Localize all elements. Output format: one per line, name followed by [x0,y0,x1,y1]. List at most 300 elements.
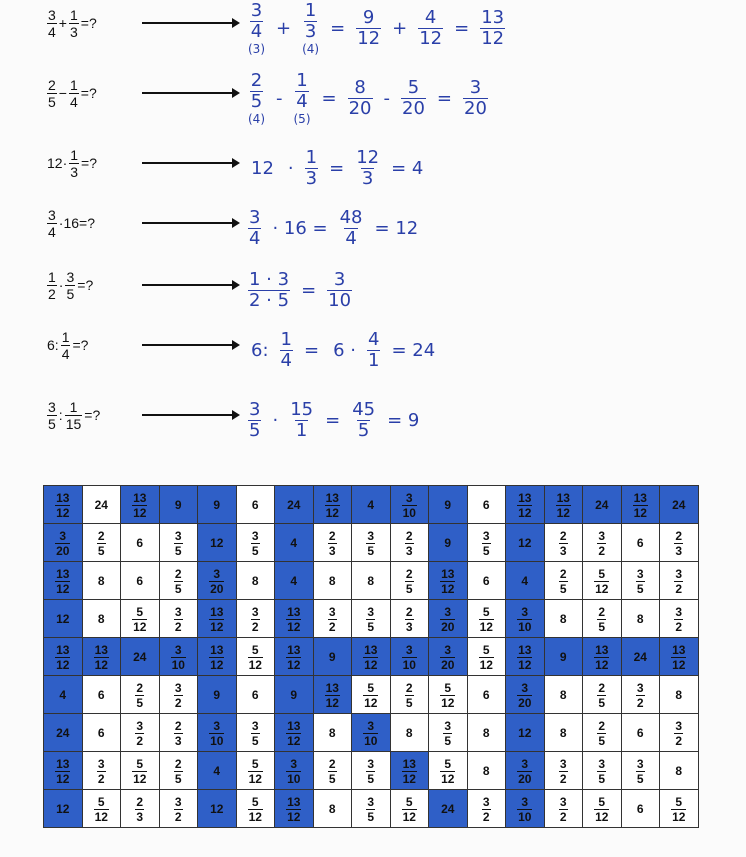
denominator: 15 [65,415,82,432]
denominator: 5 [174,543,182,558]
operator: =? [77,277,94,293]
denominator: 2 [136,733,144,748]
operator: =? [80,85,97,101]
grid-cell [467,714,506,752]
cell-number: 6 [482,573,490,588]
numerator: 13 [556,490,570,505]
numerator: 3 [97,756,105,771]
numerator: 4 [367,328,380,350]
operator: = [330,17,346,39]
operator: − [58,85,67,101]
denominator: 3 [304,20,317,42]
cell-number: 12 [56,801,70,816]
cell-fraction [440,682,455,709]
cell-number: 12 [518,535,532,550]
cell-number: 6 [636,801,644,816]
cell-fraction [366,606,375,633]
cell-fraction [559,568,568,595]
grid-cell [429,752,468,790]
grid-cell [506,790,545,828]
denominator: 5 [328,771,336,786]
numerator: 3 [636,680,644,695]
grid-row [44,676,699,714]
grid-cell [506,714,545,752]
grid-cell [621,562,660,600]
denominator: 12 [402,771,416,786]
numerator: 3 [250,0,263,21]
grid-cell [352,600,391,638]
cell-fraction [366,530,375,557]
grid-row [44,790,699,828]
cell-number: 12 [210,535,224,550]
cell-number: 6 [482,497,490,512]
numerator: 1 [296,69,308,91]
numerator: 3 [444,604,452,619]
cell-fraction [209,644,224,671]
numerator: 3 [482,528,490,543]
numerator: 5 [482,604,490,619]
cell-fraction [597,606,606,633]
cell-number: 12 [56,611,70,626]
cell-fraction [440,568,455,595]
cell-number: 12 [210,801,224,816]
grid-cell [275,638,314,676]
cell-fraction [594,644,609,671]
cell-fraction [594,796,609,823]
cell-fraction [482,796,491,823]
denominator: 3 [559,543,567,558]
fraction [248,69,265,126]
cell-fraction [325,492,340,519]
grid-cell [313,524,352,562]
fraction [339,206,364,249]
denominator: 2 [675,619,683,634]
handwritten-solution [244,262,356,318]
numerator: 5 [598,794,606,809]
numerator: 3 [174,680,182,695]
grid-cell [390,600,429,638]
numerator: 3 [48,398,56,415]
grid-cell [583,524,622,562]
cell-fraction [366,758,375,785]
grid-cell [236,638,275,676]
denominator: 2 [482,809,490,824]
denominator: 4 [61,345,70,362]
fraction [248,268,290,311]
operator: · [272,409,279,431]
cell-number: 4 [521,573,529,588]
cell-number: 6 [251,497,259,512]
problem-expression [46,140,98,186]
cell-number: 24 [56,725,70,740]
grid-cell [506,752,545,790]
cell-number: 4 [290,535,298,550]
denominator: 5 [598,733,606,748]
grid-cell [660,676,699,714]
denominator: 5 [444,733,452,748]
cell-number: 9 [290,687,298,702]
grid-cell [159,790,198,828]
numerator: 12 [356,146,380,168]
denominator: 2 [97,771,105,786]
numerator: 3 [66,268,75,285]
grid-cell [429,524,468,562]
grid-cell [198,790,237,828]
numerator: 3 [636,566,644,581]
cell-number: 8 [97,573,105,588]
grid-cell [621,486,660,524]
handwritten-solution [244,200,425,256]
cell-fraction [209,568,224,595]
denominator: 10 [402,505,416,520]
grid-cell [352,486,391,524]
cell-number: 8 [675,763,683,778]
denominator: 12 [56,657,70,672]
cell-number: 4 [290,573,298,588]
grid-cell [159,714,198,752]
denominator: 2 [559,771,567,786]
problem-row [0,262,746,322]
grid-cell [352,562,391,600]
grid-cell [506,600,545,638]
denominator: 1 [367,349,380,371]
grid-cell [544,676,583,714]
grid-cell [275,752,314,790]
grid-cell [121,562,160,600]
cell-fraction [597,530,606,557]
fraction [463,76,488,119]
denominator: 3 [69,23,78,40]
denominator: 12 [133,619,147,634]
cell-fraction [402,758,417,785]
grid-cell [198,562,237,600]
grid-cell [159,638,198,676]
numerator: 13 [56,756,70,771]
numerator: 3 [675,604,683,619]
grid-cell [275,486,314,524]
numerator: 13 [595,642,609,657]
grid-cell [159,676,198,714]
numerator: 3 [636,756,644,771]
numerator: 13 [364,642,378,657]
denominator: 5 [357,419,370,441]
grid-cell [467,676,506,714]
denominator: 4 [280,349,292,371]
denominator: 12 [287,657,301,672]
denominator: 4 [249,227,261,249]
fraction [47,400,57,431]
cell-number: 6 [636,535,644,550]
numerator: 13 [325,680,339,695]
grid-cell [506,524,545,562]
grid-cell [583,790,622,828]
operator: · [287,157,294,179]
cell-number: 8 [97,611,105,626]
numerator: 3 [367,528,375,543]
cell-fraction [97,758,106,785]
cell-fraction [597,720,606,747]
cell-fraction [55,530,70,557]
numerator: 3 [174,794,182,809]
numerator: 5 [407,76,420,98]
denominator: 5 [367,619,375,634]
arrow-right-icon [142,222,238,224]
operator: 12· [47,155,68,171]
operator: =? [80,15,97,31]
grid-cell [660,714,699,752]
grid-cell [121,714,160,752]
numerator: 3 [521,680,529,695]
numerator: 2 [174,756,182,771]
denominator: 12 [210,657,224,672]
denominator: 3 [405,619,413,634]
grid-cell [198,486,237,524]
numerator: 2 [559,566,567,581]
cell-number: 24 [633,649,647,664]
fraction [293,69,311,126]
cell-fraction [363,720,378,747]
problem-expression [46,262,94,308]
cell-fraction [328,606,337,633]
fraction [248,398,261,441]
grid-cell [506,562,545,600]
cell-fraction [366,796,375,823]
operator: = [325,409,341,431]
fraction [327,268,352,311]
denominator: 5 [367,809,375,824]
denominator: 10 [518,619,532,634]
problem-expression [46,322,89,368]
denominator: 12 [595,809,609,824]
grid-cell [82,524,121,562]
denominator: 12 [633,505,647,520]
grid-cell [506,638,545,676]
grid-cell [467,600,506,638]
grid-cell [544,600,583,638]
cell-number: 6 [136,573,144,588]
numerator: 13 [210,642,224,657]
denominator: 12 [210,619,224,634]
denominator: 3 [174,733,182,748]
grid-cell [660,790,699,828]
denominator: 5 [48,93,56,110]
denominator: 10 [364,733,378,748]
operator: = 9 [387,409,420,431]
grid-cell [621,790,660,828]
denominator: 12 [364,695,378,710]
cell-fraction [517,796,532,823]
denominator: 12 [479,619,493,634]
denominator: 10 [518,809,532,824]
numerator: 1 [69,6,78,23]
cell-fraction [132,606,147,633]
cell-number: 4 [59,687,67,702]
denominator: 20 [518,695,532,710]
grid-cell [660,638,699,676]
numerator: 3 [675,566,683,581]
fraction [418,6,443,49]
cell-fraction [559,796,568,823]
denominator: 12 [325,695,339,710]
grid-cell [236,676,275,714]
numerator: 3 [59,528,67,543]
grid-cell [352,676,391,714]
problem-expression [46,200,96,246]
operator: = [301,279,317,301]
handwritten-solution [244,322,442,378]
denominator: 2 [174,809,182,824]
numerator: 5 [251,794,259,809]
grid-cell [621,676,660,714]
denominator: 12 [402,809,416,824]
grid-cell [429,790,468,828]
denominator: 5 [598,695,606,710]
grid-cell [660,600,699,638]
denominator: 20 [56,543,70,558]
grid-cell [313,790,352,828]
denominator: 12 [595,657,609,672]
cell-fraction [55,568,70,595]
cell-number: 8 [328,573,336,588]
denominator: 12 [595,581,609,596]
numerator: 3 [559,794,567,809]
operator: · 16 = [272,217,328,239]
cell-fraction [405,530,414,557]
cell-number: 6 [636,725,644,740]
grid-cell [159,752,198,790]
numerator: 2 [405,604,413,619]
denominator: 20 [441,657,455,672]
arrow-right-icon [142,284,238,286]
numerator: 5 [367,680,375,695]
fraction [65,270,75,301]
fraction [248,2,265,55]
fraction [47,208,57,239]
grid-cell [121,676,160,714]
denominator: 5 [250,90,263,112]
cell-fraction [517,682,532,709]
numerator: 3 [559,756,567,771]
problem-expression [46,70,98,116]
numerator: 2 [405,528,413,543]
cell-number: 8 [482,763,490,778]
grid-cell [621,714,660,752]
denominator: 20 [402,97,425,119]
handwritten-solution [244,0,509,56]
numerator: 3 [405,490,413,505]
grid-cell [82,752,121,790]
grid-cell [198,638,237,676]
cell-fraction [94,644,109,671]
numerator: 4 [424,6,437,28]
fraction [69,78,79,109]
denominator: 5 [97,543,105,558]
numerator: 13 [133,490,147,505]
cell-number: 24 [133,649,147,664]
cell-fraction [248,758,263,785]
cell-fraction [479,644,494,671]
operator: 6: [47,337,59,353]
operator: = [454,17,470,39]
grid-cell [467,790,506,828]
denominator: 12 [133,505,147,520]
denominator: 20 [518,771,532,786]
expansion-factor: (3) [248,41,265,56]
fraction [65,400,83,431]
cell-fraction [132,758,147,785]
cell-fraction [135,796,144,823]
grid-cell [660,486,699,524]
denominator: 12 [287,809,301,824]
denominator: 5 [598,619,606,634]
denominator: 12 [672,809,686,824]
cell-number: 8 [559,725,567,740]
grid-cell [198,524,237,562]
numerator: 3 [213,566,221,581]
denominator: 2 [598,543,606,558]
numerator: 45 [352,398,376,420]
cell-number: 8 [559,687,567,702]
grid-cell [313,600,352,638]
numerator: 2 [48,76,56,93]
numerator: 15 [290,398,314,420]
cell-fraction [440,758,455,785]
grid-cell [236,524,275,562]
cell-number: 8 [328,801,336,816]
cell-fraction [286,720,301,747]
denominator: 4 [345,227,357,249]
grid-cell [583,714,622,752]
denominator: 2 · 5 [249,289,290,311]
numerator: 5 [251,756,259,771]
grid-cell [275,562,314,600]
cell-number: 24 [287,497,301,512]
grid-cell [583,600,622,638]
grid-cell [544,486,583,524]
denominator: 12 [441,771,455,786]
cell-fraction [97,530,106,557]
operator: : [58,407,63,423]
grid-cell [621,752,660,790]
cell-number: 8 [482,725,490,740]
numerator: 9 [362,6,375,28]
fraction [305,146,318,189]
grid-cell [121,486,160,524]
cell-number: 9 [328,649,336,664]
handwritten-solution [244,140,430,196]
cell-fraction [209,606,224,633]
grid-cell [583,638,622,676]
denominator: 4 [48,23,56,40]
cell-fraction [440,606,455,633]
denominator: 12 [56,505,70,520]
grid-cell [44,562,83,600]
cell-number: 8 [251,573,259,588]
grid-cell [82,676,121,714]
numerator: 2 [174,566,182,581]
cell-fraction [671,644,686,671]
grid-cell [660,524,699,562]
denominator: 4 [69,93,78,110]
grid-cell [352,714,391,752]
grid-cell [390,714,429,752]
cell-fraction [674,606,683,633]
numerator: 3 [675,718,683,733]
operator: ·16=? [58,215,95,231]
numerator: 3 [367,604,375,619]
numerator: 3 [482,794,490,809]
cell-fraction [636,682,645,709]
